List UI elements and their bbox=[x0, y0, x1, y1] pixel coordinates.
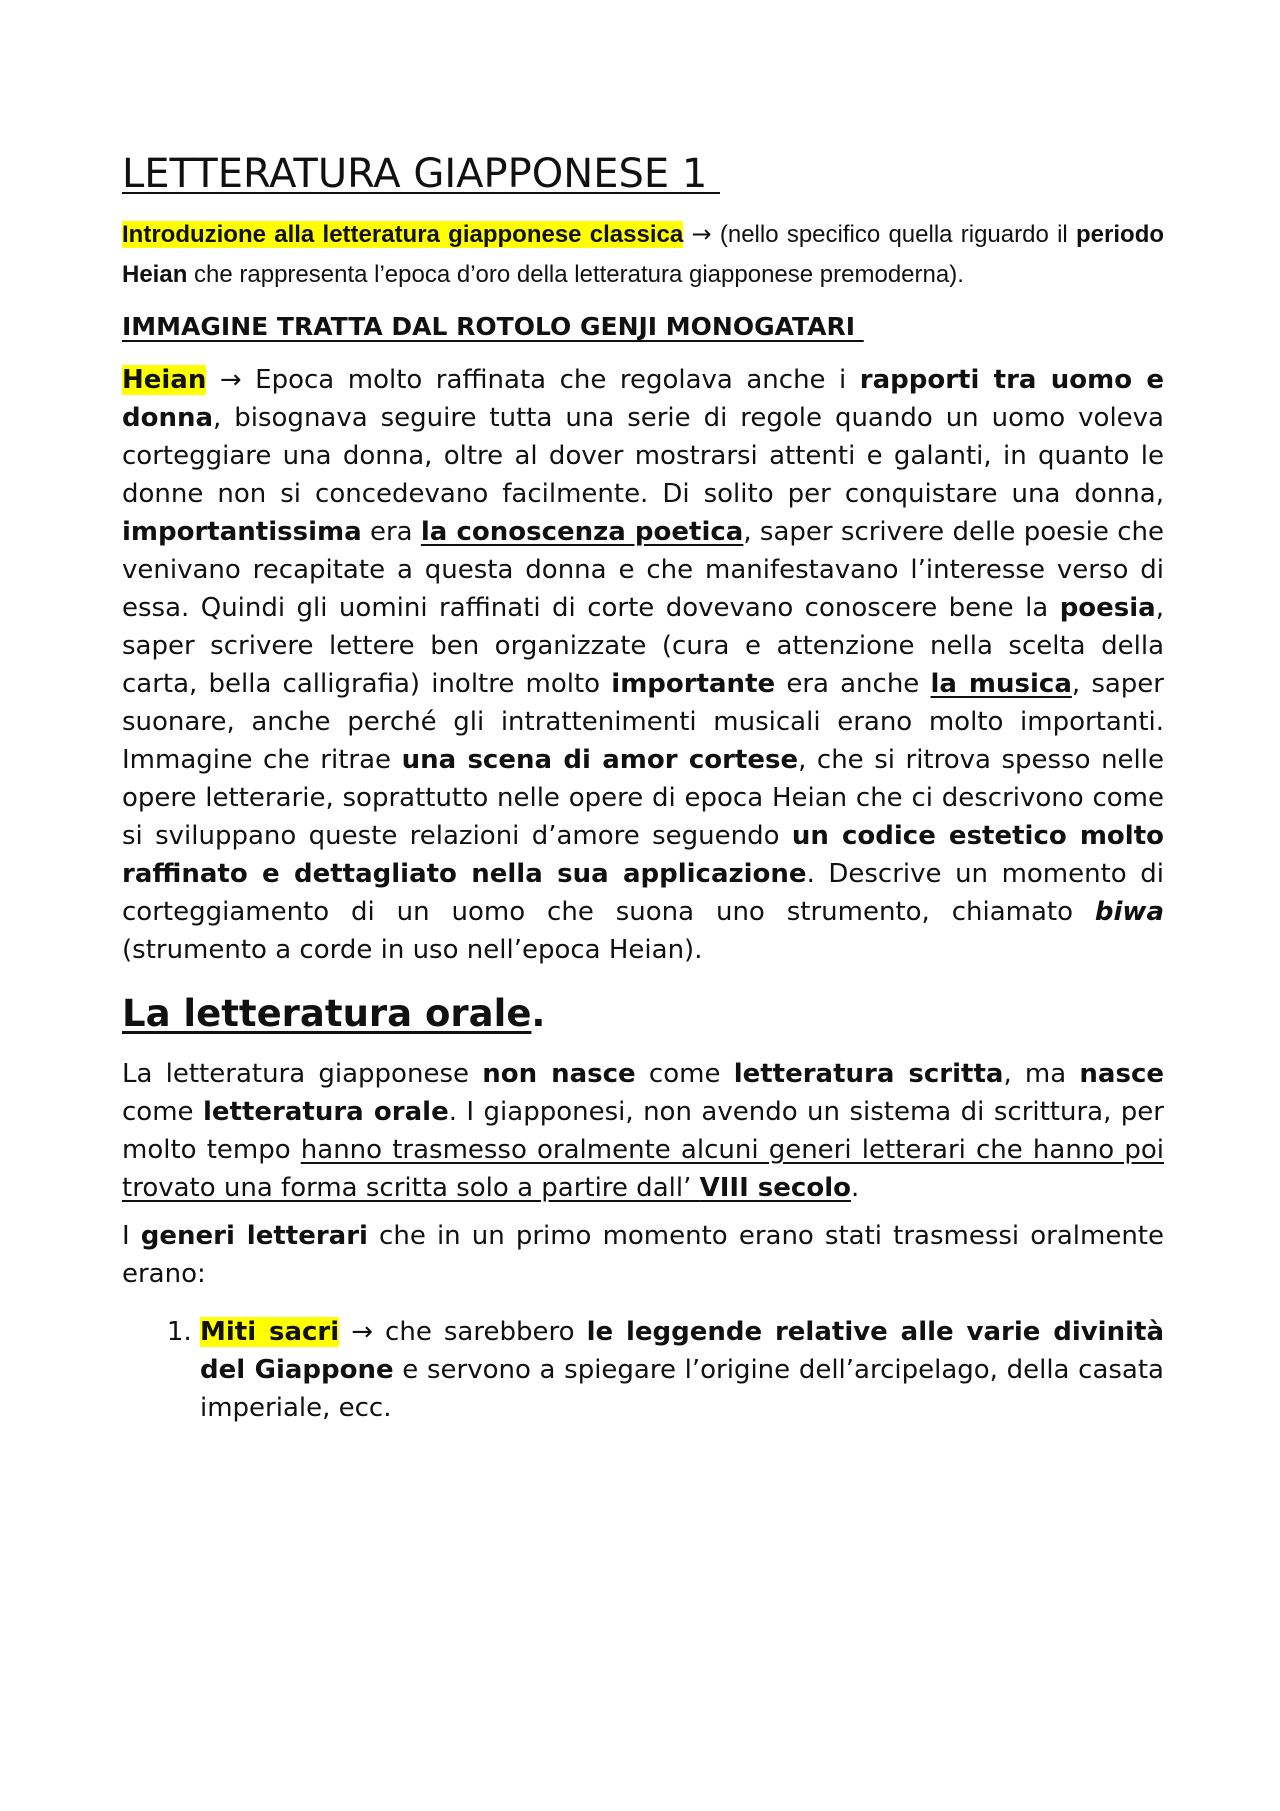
list-item bbox=[200, 1313, 1164, 1427]
image-heading: IMMAGINE TRATTA DAL ROTOLO GENJI MONOGATARI bbox=[122, 312, 864, 341]
heian-bold: importante bbox=[611, 669, 776, 699]
heian-text: , saper suonare, anche perché gli intrattenimenti musicali erano molto importanti. Immagine che ritrae bbox=[122, 669, 1164, 775]
heian-text: era bbox=[361, 517, 421, 547]
genres-list bbox=[122, 1313, 1164, 1427]
arrow-icon: → bbox=[351, 1317, 373, 1347]
heian-bold: poesia bbox=[1059, 593, 1156, 623]
oral-bold: letteratura orale bbox=[202, 1097, 449, 1127]
heian-text: (strumento a corde in uso nell’epoca Heian). bbox=[122, 935, 703, 965]
oral-text: . I giapponesi, non avendo un sistema di scrittura, per molto tempo bbox=[122, 1097, 1164, 1165]
heian-text: Epoca molto raffinata che regolava anche i bbox=[241, 365, 860, 395]
list-item-text: che sarebbero bbox=[373, 1317, 587, 1347]
arrow-icon: → bbox=[219, 365, 242, 395]
section-heading bbox=[122, 989, 1164, 1039]
list-item-highlight: Miti sacri bbox=[200, 1317, 340, 1347]
document-page bbox=[122, 148, 1164, 1427]
heian-bold: rapporti tra uomo e donna bbox=[122, 365, 1164, 433]
genres-text: che in un primo momento erano stati trasmessi oralmente erano: bbox=[122, 1221, 1164, 1289]
heian-text: , che si ritrova spesso nelle opere letterarie, soprattutto nelle opere di epoca Heian che ci descrivono come si sviluppano queste relazioni d’amore seguendo bbox=[122, 745, 1164, 851]
highlighted-topic: Introduzione alla letteratura giapponese classica bbox=[122, 221, 684, 248]
oral-paragraph bbox=[122, 1055, 1164, 1207]
heian-bold: un codice estetico molto raffinato e dettagliato nella sua applicazione bbox=[122, 821, 1164, 889]
intro-paragraph bbox=[122, 214, 1164, 295]
heian-text: , saper scrivere delle poesie che venivano recapitate a questa donna e che manifestavano l’interesse verso di essa. Quindi gli uomini raffinati di corte dovevano conoscere bene la bbox=[122, 517, 1164, 623]
intro-bold-period: periodo Heian bbox=[122, 221, 1165, 288]
oral-text: come bbox=[635, 1059, 734, 1089]
intro-text-2: che rappresenta l’epoca d’oro della letteratura giapponese premoderna). bbox=[187, 261, 964, 288]
heian-text: , bisognava seguire tutta una serie di regole quando un uomo voleva corteggiare una donna, oltre al dover mostrarsi attenti e galanti, in quanto le donne non si concedevano facilmente. Di solito per conquistare una donna, bbox=[122, 403, 1164, 509]
oral-text: . bbox=[850, 1173, 860, 1203]
document-title: LETTERATURA GIAPPONESE 1 bbox=[122, 151, 721, 197]
genres-text: I bbox=[122, 1221, 141, 1251]
arrow-icon: → bbox=[691, 220, 712, 248]
oral-bold: nasce bbox=[1079, 1059, 1164, 1089]
list-item-bold: le leggende relative alle varie divinità del Giappone bbox=[200, 1317, 1164, 1385]
oral-text: La letteratura giapponese bbox=[122, 1059, 483, 1089]
heian-text: era anche bbox=[775, 669, 931, 699]
intro-text-1: (nello specifico quella riguardo il bbox=[711, 221, 1077, 248]
heian-bold-underlined: la musica bbox=[930, 669, 1072, 699]
heian-paragraph bbox=[122, 361, 1164, 969]
heian-bold-underlined: la conoscenza poetica bbox=[420, 517, 744, 547]
genres-paragraph bbox=[122, 1217, 1164, 1293]
section-title-dot: . bbox=[531, 992, 546, 1035]
oral-bold-underlined: VIII secolo bbox=[699, 1173, 851, 1203]
genres-bold: generi letterari bbox=[140, 1221, 368, 1251]
oral-bold: letteratura scritta bbox=[733, 1059, 1004, 1089]
section-title: La letteratura orale bbox=[122, 992, 532, 1035]
list-item-text: e servono a spiegare l’origine dell’arcipelago, della casata imperiale, ecc. bbox=[200, 1355, 1164, 1423]
oral-bold: non nasce bbox=[482, 1059, 636, 1089]
heian-text: . Descrive un momento di corteggiamento di un uomo che suona uno strumento, chiamato bbox=[122, 859, 1164, 927]
oral-underlined: hanno trasmesso oralmente alcuni generi letterari che hanno poi trovato una forma scritta solo a partire dall’ bbox=[122, 1135, 1164, 1203]
oral-text: , ma bbox=[1003, 1059, 1080, 1089]
oral-text: come bbox=[122, 1097, 203, 1127]
heian-bold: una scena di amor cortese bbox=[401, 745, 799, 775]
heian-text: , saper scrivere lettere ben organizzate (cura e attenzione nella scelta della carta, bella calligrafia) inoltre molto bbox=[122, 593, 1164, 699]
heian-bold-italic: biwa bbox=[1094, 897, 1164, 927]
heian-label: Heian bbox=[122, 365, 207, 395]
heian-bold: importantissima bbox=[122, 517, 362, 547]
